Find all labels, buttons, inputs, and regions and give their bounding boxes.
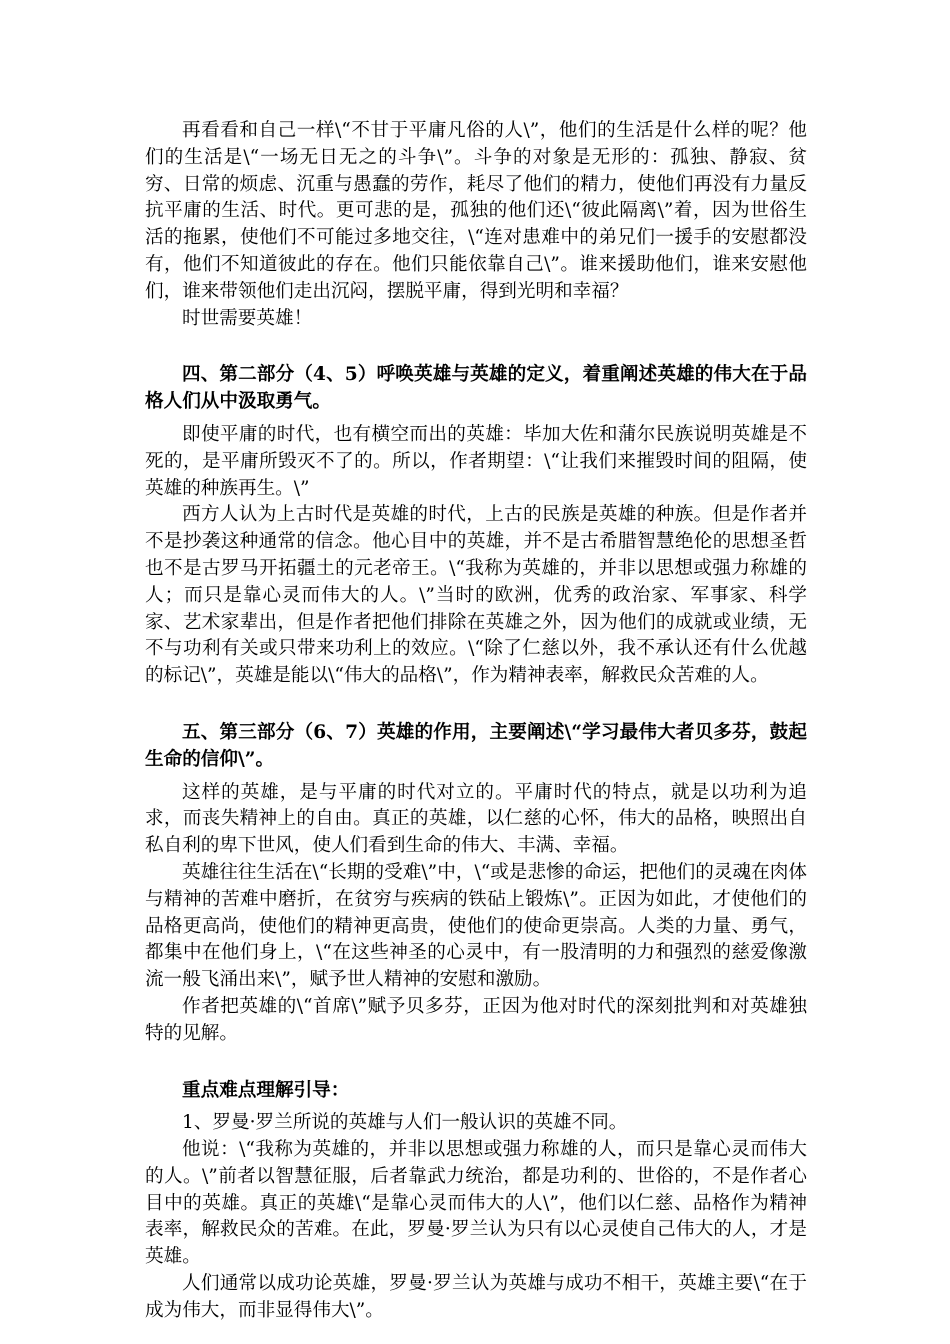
- paragraph-beethoven-first: 作者把英雄的\“首席\”赋予贝多芬，正因为他对时代的深刻批判和对英雄独特的见解。: [145, 995, 807, 1044]
- paragraph-point-1: 1、罗曼·罗兰所说的英雄与人们一般认识的英雄不同。: [182, 1112, 628, 1134]
- paragraph-hero-suffering: 英雄往往生活在\“长期的受难\”中，\“或是悲惨的命运，把他们的灵魂在肉体与精神的苦难中磨折，在贫穷与疾病的铁砧上锻炼\”。正因为如此，才使他们的品格更高尚，使他们的精神更高贵，使他们的使命更崇高。人类的力量、勇气，都集中在他们身上，\“在这些神圣的心灵中，有一股清明的力和强烈的慈爱像激流一般飞涌出来\”，赋予世人精神的安慰和激励。: [145, 861, 807, 991]
- paragraph-hero-vs-mediocrity: 这样的英雄，是与平庸的时代对立的。平庸时代的特点，就是以功利为追求，而丧失精神上的自由。真正的英雄，以仁慈的心怀，伟大的品格，映照出自私自利的卑下世风，使人们看到生命的伟大、丰满、幸福。: [145, 781, 807, 857]
- paragraph-era-needs-heroes: 时世需要英雄！: [182, 307, 313, 329]
- spacer: [145, 1048, 807, 1078]
- section-heading-4: 四、第二部分（4、5）呼唤英雄与英雄的定义，着重阐述英雄的伟大在于品格人们从中汲取勇气。: [145, 364, 807, 413]
- section-heading-key-points: 重点难点理解引导：: [182, 1079, 350, 1101]
- spacer: [145, 332, 807, 362]
- document-page: [145, 118, 807, 1325]
- paragraph-success-vs-greatness: 人们通常以成功论英雄，罗曼·罗兰认为英雄与成功不相干，英雄主要\“在于成为伟大，而非显得伟大\”。: [145, 1273, 807, 1321]
- paragraph-heroes-immortal: 即使平庸的时代，也有横空而出的英雄：毕加大佐和蒲尔民族说明英雄是不死的，是平庸所毁灭不了的。所以，作者期望：\“让我们来摧毁时间的阻隔，使英雄的种族再生。\”: [145, 423, 807, 499]
- paragraph-lonely-struggle: 再看看和自己一样\“不甘于平庸凡俗的人\”，他们的生活是什么样的呢？他们的生活是\“一场无日无之的斗争\”。斗争的对象是无形的：孤独、静寂、贫穷、日常的烦虑、沉重与愚蠢的劳作，耗尽了他们的精力，使他们再没有力量反抗平庸的生活、时代。更可悲的是，孤独的他们还\“彼此隔离\”着，因为世俗生活的拖累，使他们不可能过多地交往，\“连对患难中的弟兄们一援手的安慰都没有，他们不知道彼此的存在。他们只能依靠自己\”。谁来援助他们，谁来安慰他们，谁来带领他们走出沉闷，摆脱平庸，得到光明和幸福？: [145, 120, 807, 302]
- spacer: [145, 690, 807, 720]
- section-heading-5: 五、第三部分（6、7）英雄的作用，主要阐述\“学习最伟大者贝多芬，鼓起生命的信仰\”。: [145, 721, 807, 770]
- paragraph-true-hero: 他说：\“我称为英雄的，并非以思想或强力称雄的人，而只是靠心灵而伟大的人。\”前者以智慧征服，后者靠武力统治，都是功利的、世俗的，不是作者心目中的英雄。真正的英雄\“是靠心灵而伟大的人\”，他们以仁慈、品格作为精神表率，解救民众的苦难。在此，罗曼·罗兰认为只有以心灵使自己伟大的人，才是英雄。: [145, 1139, 807, 1268]
- paragraph-hero-definition: 西方人认为上古时代是英雄的时代，上古的民族是英雄的种族。但是作者并不是抄袭这种通常的信念。他心目中的英雄，并不是古希腊智慧绝伦的思想圣哲也不是古罗马开拓疆土的元老帝王。\“我称为英雄的，并非以思想或强力称雄的人；而只是靠心灵而伟大的人。\”当时的欧洲，优秀的政治家、军事家、科学家、艺术家辈出，但是作者把他们排除在英雄之外，因为他们的成就或业绩，无不与功利有关或只带来功利上的效应。\“除了仁慈以外，我不承认还有什么优越的标记\”，英雄是能以\“伟大的品格\”，作为精神表率，解救民众苦难的人。: [145, 504, 807, 687]
